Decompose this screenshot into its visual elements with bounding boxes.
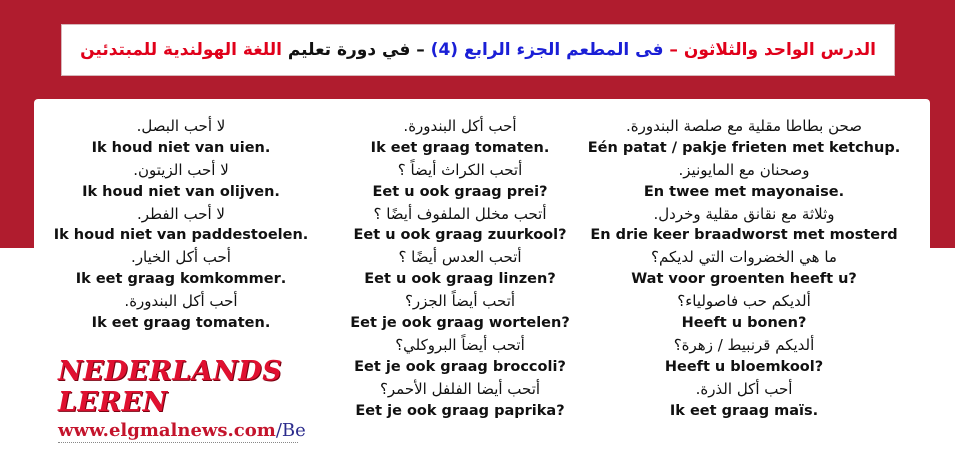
arabic-phrase: أتحب أيضا الفلفل الأحمر؟ bbox=[379, 379, 541, 398]
dutch-phrase: ?Eet u ook graag zuurkool bbox=[353, 227, 567, 244]
dutch-phrase: .En twee met mayonaise bbox=[643, 183, 845, 200]
dutch-phrase: .Ik houd niet van olijven bbox=[82, 183, 280, 200]
logo-underline bbox=[58, 442, 298, 443]
arabic-phrase: وصحنان مع المايونيز. bbox=[678, 160, 810, 179]
arabic-phrase: لا أحب البصل. bbox=[136, 117, 226, 135]
arabic-phrase: ألديكم حب فاصولياء؟ bbox=[677, 292, 811, 311]
arabic-phrase: صحن بطاطا مقلية مع صلصة البندورة. bbox=[626, 117, 862, 135]
arabic-phrase: أتحب العدس أيضًا ؟ bbox=[398, 248, 522, 267]
arabic-phrase: لا أحب الزيتون. bbox=[133, 160, 229, 179]
dutch-phrase: En drie keer braadworst met mosterd bbox=[590, 227, 898, 244]
dutch-phrase: .Ik houd niet van paddestoelen bbox=[53, 227, 309, 244]
dutch-phrase: .Ik houd niet van uien bbox=[91, 139, 271, 156]
arabic-phrase: أحب أكل البندورة. bbox=[403, 117, 517, 135]
phrases-column-left bbox=[36, 116, 326, 335]
title-part-language: اللغة الهولندية للمبتدئين bbox=[80, 40, 282, 60]
dutch-phrase: .Ik eet graag tomaten bbox=[91, 315, 271, 332]
logo-url bbox=[58, 420, 308, 441]
phrases-column-right bbox=[586, 116, 902, 422]
dutch-phrase: ?Eet je ook graag wortelen bbox=[350, 315, 570, 332]
dutch-phrase: ?Eet je ook graag broccoli bbox=[354, 358, 566, 375]
arabic-phrase: أتحب أيضاً البروكلي؟ bbox=[395, 335, 525, 354]
dutch-phrase: .Eén patat / pakje frieten met ketchup bbox=[587, 139, 901, 156]
title-part-lesson: الدرس الواحد والثلاثون – bbox=[663, 40, 876, 60]
dutch-phrase: ?Heeft u bonen bbox=[681, 315, 807, 332]
arabic-phrase: أتحب مخلل الملفوف أيضًا ؟ bbox=[373, 204, 547, 223]
arabic-phrase: أتحب أيضاً الجزر؟ bbox=[404, 292, 516, 311]
phrases-column-middle bbox=[330, 116, 590, 422]
arabic-phrase: لا أحب الفطر. bbox=[137, 204, 225, 223]
arabic-phrase: أحب أكل الخيار. bbox=[131, 248, 231, 267]
logo-title: NEDERLANDS LEREN bbox=[58, 356, 283, 418]
lesson-title bbox=[80, 40, 876, 60]
arabic-phrase: أحب أكل الذرة. bbox=[695, 379, 793, 398]
arabic-phrase: ألديكم قرنبيط / زهرة؟ bbox=[673, 335, 815, 354]
arabic-phrase: أحب أكل البندورة. bbox=[124, 292, 238, 311]
arabic-phrase: ما هي الخضروات التي لديكم؟ bbox=[651, 248, 837, 267]
logo-url-suffix: /Be bbox=[275, 420, 306, 441]
logo-url-domain: www.elgmalnews.com bbox=[58, 420, 276, 441]
nederlands-leren-logo bbox=[58, 356, 308, 443]
arabic-phrase: وثلاثة مع نقانق مقلية وخردل. bbox=[653, 204, 835, 223]
title-part-restaurant: فى المطعم الجزء الرابع (4) bbox=[430, 40, 664, 60]
dutch-phrase: ?Eet je ook graag paprika bbox=[355, 402, 565, 419]
lesson-title-box bbox=[61, 24, 895, 76]
dutch-phrase: .Ik eet graag komkommer bbox=[75, 271, 287, 288]
dutch-phrase: .Ik eet graag maïs bbox=[669, 402, 819, 419]
dutch-phrase: .Ik eet graag tomaten bbox=[370, 139, 550, 156]
dutch-phrase: ?Eet u ook graag prei bbox=[372, 183, 548, 200]
dutch-phrase: ?Eet u ook graag linzen bbox=[364, 271, 556, 288]
dutch-phrase: ?Heeft u bloemkool bbox=[664, 358, 824, 375]
arabic-phrase: أتحب الكراث أيضاً ؟ bbox=[397, 160, 523, 179]
dutch-phrase: ?Wat voor groenten heeft u bbox=[631, 271, 857, 288]
title-part-course: – في دورة تعليم bbox=[281, 40, 431, 60]
